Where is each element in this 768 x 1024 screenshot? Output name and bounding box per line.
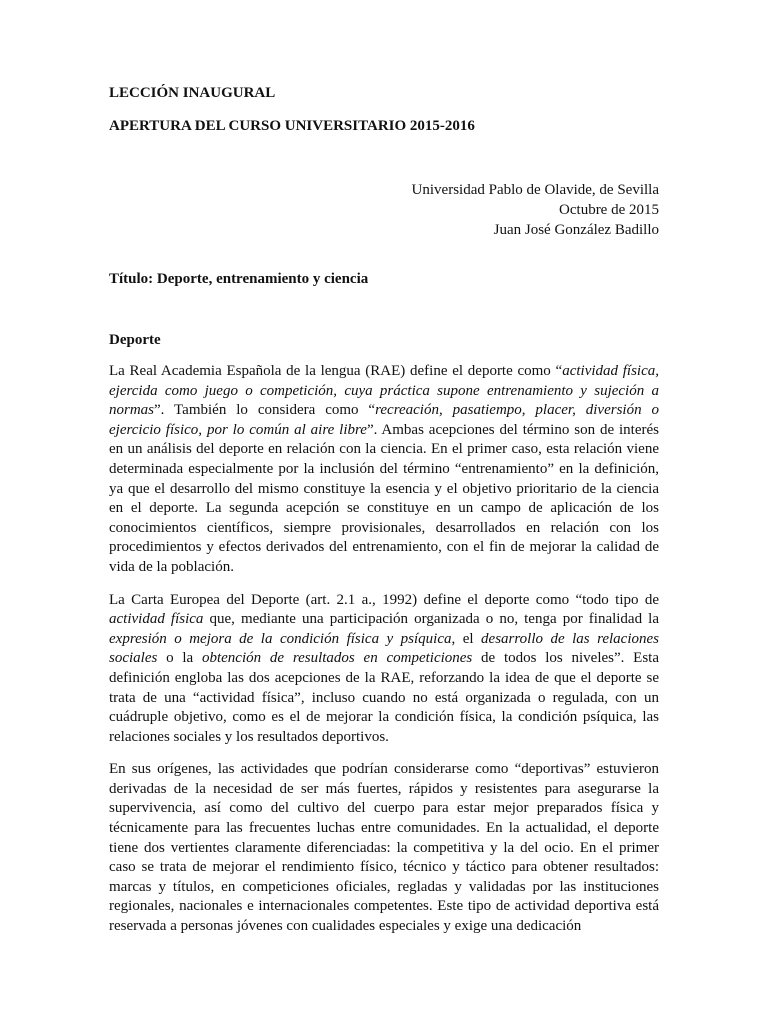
course-heading: APERTURA DEL CURSO UNIVERSITARIO 2015-2016 bbox=[109, 118, 475, 134]
body-text bbox=[109, 362, 659, 950]
section-heading: Deporte bbox=[109, 332, 161, 348]
paragraph-1 bbox=[109, 362, 659, 578]
document-title: Título: Deporte, entrenamiento y ciencia bbox=[109, 271, 369, 287]
p1-text-2: ”. También lo considera como “ bbox=[154, 402, 376, 419]
p1-italic-2: recreación, pasatiempo, placer, diversión o ejercicio físico, por lo común al aire libre bbox=[109, 402, 659, 438]
lecture-heading: LECCIÓN INAUGURAL bbox=[109, 85, 276, 101]
paragraph-3: En sus orígenes, las actividades que podrían considerarse como “deportivas” estuvieron derivadas de la necesidad de ser más fuertes, rápidos y resistentes para asegurarse la supervivencia, así como del cultivo del cuerpo para estar mejor preparados física y técnicamente para las frecuentes luchas entre comunidades. En la actualidad, el deporte tiene dos vertientes claramente diferenciadas: la competitiva y la del ocio. En el primer caso se trata de mejorar el rendimiento físico, técnico y táctico para obtener resultados: marcas y títulos, en competiciones oficiales, regladas y validadas por las instituciones regionales, nacionales e internacionales competentes. Este tipo de actividad deportiva está reservada a personas jóvenes con cualidades especiales y exige una dedicación bbox=[109, 761, 659, 935]
p2-italic-1: actividad física bbox=[109, 611, 204, 628]
p1-text-1: La Real Academia Española de la lengua (RAE) define el deporte como “ bbox=[109, 363, 563, 379]
p2-text-5: de todos los niveles”. Esta definición engloba las dos acepciones de la RAE, reforzando la idea de que el deporte se trata de una “actividad física”, incluso cuando no está organizada o regulada, con un cuádruple objetivo, como es el de mejorar la condición física, la condición psíquica, las relaciones sociales y los resultados deportivos. bbox=[109, 650, 660, 745]
affiliation-block bbox=[412, 180, 659, 240]
lecture-date: Octubre de 2015 bbox=[559, 202, 659, 218]
p2-text-4: o la bbox=[157, 650, 202, 667]
author-name: Juan José González Badillo bbox=[493, 222, 659, 238]
p1-italic-1: actividad física, ejercida como juego o competición, cuya práctica supone entrenamiento y sujeción a normas bbox=[109, 363, 659, 419]
university-name: Universidad Pablo de Olavide, de Sevilla bbox=[411, 182, 659, 198]
p2-text-3: , el bbox=[451, 630, 482, 647]
p2-italic-2: expresión o mejora de la condición física y psíquica bbox=[109, 630, 452, 647]
p2-text-2: que, mediante una participación organizada o no, tenga por finalidad la bbox=[203, 611, 659, 628]
p2-italic-4: obtención de resultados en competiciones bbox=[201, 650, 473, 667]
p2-text-1: La Carta Europea del Deporte (art. 2.1 a., 1992) define el deporte como “todo tipo de bbox=[109, 591, 659, 608]
p2-italic-3: desarrollo de las relaciones sociales bbox=[109, 630, 660, 667]
p1-text-3: ”. Ambas acepciones del término son de interés en un análisis del deporte en relación con la ciencia. En el primer caso, esta relación viene determinada especialmente por la inclusión del término “entrenamiento” en la definición, ya que el desarrollo del mismo constituye la esencia y el objetivo prioritario de la ciencia en el deporte. La segunda acepción se constituye en un campo de aplicación de los conocimientos científicos, siempre provisionales, desarrollados en relación con los procedimientos y efectos derivados del entrenamiento, con el fin de mejorar la calidad de vida de la población. bbox=[109, 421, 659, 575]
paragraph-2 bbox=[109, 591, 659, 748]
